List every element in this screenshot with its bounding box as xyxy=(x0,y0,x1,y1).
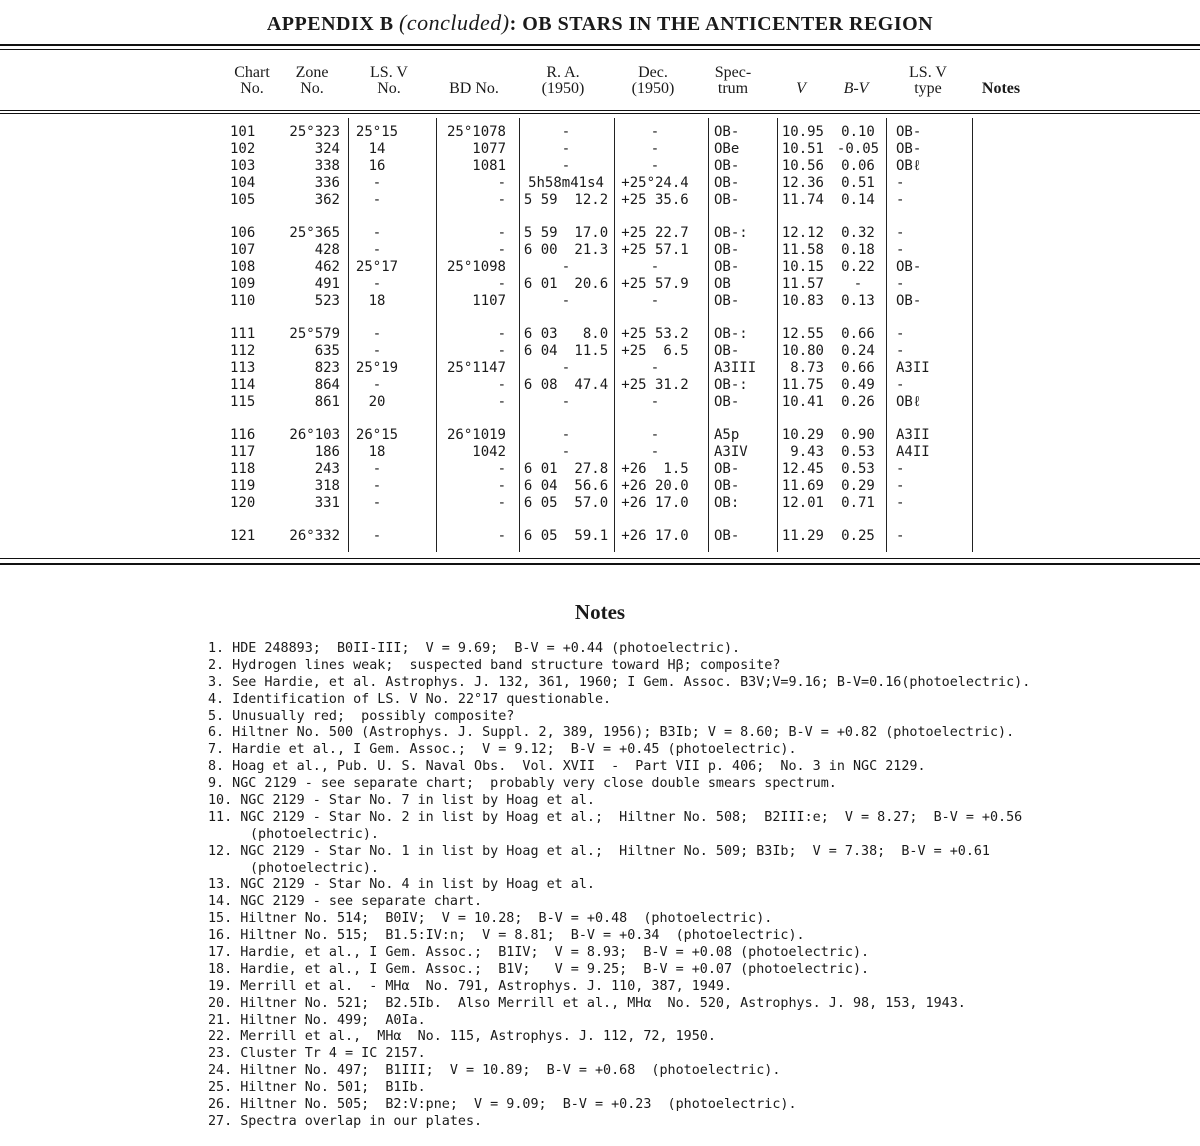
table-row xyxy=(0,242,1200,259)
cell-type: - xyxy=(896,495,905,511)
cell-bv: 0.66 xyxy=(841,360,875,376)
cell-bv: 0.14 xyxy=(841,192,875,208)
cell-v: 12.55 xyxy=(781,326,824,342)
cell-spec: OB- xyxy=(714,528,740,544)
cell-bv: -0.05 xyxy=(836,141,880,157)
page-title xyxy=(0,10,1200,36)
cell-bv: 0.06 xyxy=(841,158,875,174)
cell-zone: 26°103 xyxy=(289,427,340,443)
cell-bv: 0.24 xyxy=(841,343,875,359)
note-item: 23. Cluster Tr 4 = IC 2157. xyxy=(208,1046,426,1062)
cell-zone: 428 xyxy=(314,242,340,258)
cell-v: 11.75 xyxy=(781,377,824,393)
cell-spec: OB- xyxy=(714,394,740,410)
header-rule xyxy=(0,110,1200,111)
table-row xyxy=(0,444,1200,461)
cell-chart: 105 xyxy=(230,192,256,208)
note-item: 22. Merrill et al., MHα No. 115, Astrophys. J. 112, 72, 1950. xyxy=(208,1029,716,1045)
cell-spec: OB- xyxy=(714,461,740,477)
cell-v: 11.29 xyxy=(781,528,824,544)
note-item: 19. Merrill et al. - MHα No. 791, Astrophys. J. 110, 387, 1949. xyxy=(208,978,733,994)
cell-dec: +25°24.4 xyxy=(621,175,689,191)
cell-spec: OB- xyxy=(714,124,740,140)
cell-dec: +26 17.0 xyxy=(621,495,689,511)
cell-type: OB- xyxy=(896,259,922,275)
cell-bv: 0.71 xyxy=(841,495,875,511)
col-header-bd: BD No. xyxy=(449,80,499,97)
cell-spec: OB- xyxy=(714,478,740,494)
cell-chart: 120 xyxy=(230,495,256,511)
note-item: 10. NGC 2129 - Star No. 7 in list by Hoag et al. xyxy=(208,793,595,809)
cell-ra: - xyxy=(561,360,571,376)
cell-dec: +25 6.5 xyxy=(621,343,689,359)
cell-spec: OB-: xyxy=(714,326,748,342)
cell-spec: A3III xyxy=(714,360,757,376)
cell-zone: 318 xyxy=(314,478,340,494)
cell-zone: 338 xyxy=(314,158,340,174)
cell-bd: - xyxy=(497,478,506,494)
cell-lsv: - xyxy=(372,326,382,342)
note-item: 8. Hoag et al., Pub. U. S. Naval Obs. Vol. XVII - Part VII p. 406; No. 3 in NGC 2129. xyxy=(208,759,926,775)
cell-bv: 0.51 xyxy=(841,175,875,191)
bottom-rule-2 xyxy=(0,563,1200,565)
note-item: 12. NGC 2129 - Star No. 1 in list by Hoag et al.; Hiltner No. 509; B3Ib; V = 7.38; B-V = +0.61 xyxy=(208,843,990,859)
cell-lsv: 18 xyxy=(368,444,386,460)
cell-type: - xyxy=(896,377,905,393)
note-item: 1. HDE 248893; B0II-III; V = 9.69; B-V = +0.44 (photoelectric). xyxy=(208,641,741,656)
cell-ra: - xyxy=(561,158,571,174)
table-row xyxy=(0,461,1200,478)
cell-lsv: - xyxy=(372,495,382,511)
cell-type: OB- xyxy=(896,141,922,157)
cell-chart: 109 xyxy=(230,276,256,292)
note-item: 13. NGC 2129 - Star No. 4 in list by Hoag et al. xyxy=(208,877,595,893)
notes-title: Notes xyxy=(574,600,626,624)
cell-chart: 121 xyxy=(230,528,256,544)
cell-chart: 113 xyxy=(230,360,256,376)
cell-chart: 115 xyxy=(230,394,256,410)
cell-spec: OB xyxy=(714,276,731,292)
cell-lsv: 25°17 xyxy=(355,259,399,275)
cell-bd: 1081 xyxy=(472,158,506,174)
bottom-rule xyxy=(0,558,1200,559)
cell-bv: - xyxy=(853,276,863,292)
col-header-spectrum: Spec- trum xyxy=(714,64,752,97)
cell-bv: 0.49 xyxy=(841,377,875,393)
cell-lsv: 14 xyxy=(368,141,386,157)
cell-dec: - xyxy=(650,394,660,410)
cell-lsv: - xyxy=(372,175,382,191)
cell-lsv: - xyxy=(372,377,382,393)
cell-dec: - xyxy=(650,293,660,309)
table-row xyxy=(0,225,1200,242)
table-row xyxy=(0,192,1200,209)
cell-dec: +25 57.1 xyxy=(621,242,689,258)
cell-type: - xyxy=(896,326,905,342)
note-item: 5. Unusually red; possibly composite? xyxy=(208,708,515,724)
cell-chart: 103 xyxy=(230,158,256,174)
cell-type: - xyxy=(896,225,905,241)
cell-type: - xyxy=(896,461,905,477)
cell-lsv: - xyxy=(372,225,382,241)
col-header-chart: Chart No. xyxy=(234,64,270,97)
cell-ra: 6 01 27.8 xyxy=(523,461,609,477)
cell-dec: - xyxy=(650,158,660,174)
cell-bv: 0.22 xyxy=(841,259,875,275)
cell-ra: - xyxy=(561,293,571,309)
cell-dec: - xyxy=(650,427,660,443)
cell-lsv: 18 xyxy=(368,293,386,309)
cell-bd: - xyxy=(497,192,506,208)
cell-bd: - xyxy=(497,461,506,477)
cell-bd: - xyxy=(497,528,506,544)
cell-zone: 523 xyxy=(314,293,340,309)
cell-lsv: - xyxy=(372,528,382,544)
cell-spec: OBe xyxy=(714,141,740,157)
cell-dec: +26 17.0 xyxy=(621,528,689,544)
cell-bv: 0.10 xyxy=(841,124,875,140)
cell-spec: OB-: xyxy=(714,377,748,393)
note-item: 15. Hiltner No. 514; B0IV; V = 10.28; B-V = +0.48 (photoelectric). xyxy=(208,911,773,927)
cell-ra: 6 08 47.4 xyxy=(523,377,609,393)
cell-ra: 6 04 56.6 xyxy=(523,478,609,494)
cell-ra: 5h58m41s4 xyxy=(528,175,604,191)
cell-ra: - xyxy=(561,427,571,443)
table-row xyxy=(0,175,1200,192)
cell-spec: OB- xyxy=(714,343,740,359)
cell-dec: +25 35.6 xyxy=(621,192,689,208)
cell-bd: - xyxy=(497,343,506,359)
cell-lsv: - xyxy=(372,192,382,208)
cell-lsv: - xyxy=(372,242,382,258)
cell-bv: 0.66 xyxy=(841,326,875,342)
note-item: 27. Spectra overlap in our plates. xyxy=(208,1113,483,1129)
cell-lsv: 25°19 xyxy=(355,360,399,376)
note-item: 20. Hiltner No. 521; B2.5Ib. Also Merrill et al., MHα No. 520, Astrophys. J. 98, 153, 1943. xyxy=(208,995,966,1011)
cell-v: 11.69 xyxy=(781,478,824,494)
cell-zone: 336 xyxy=(314,175,340,191)
cell-zone: 25°323 xyxy=(289,124,340,140)
cell-bd: 1077 xyxy=(472,141,506,157)
cell-v: 10.41 xyxy=(781,394,824,410)
note-item: 24. Hiltner No. 497; B1III; V = 10.89; B-V = +0.68 (photoelectric). xyxy=(208,1063,781,1079)
col-header-lsv: LS. V No. xyxy=(370,64,408,97)
table-row xyxy=(0,326,1200,343)
cell-bd: 25°1078 xyxy=(446,124,506,140)
cell-chart: 117 xyxy=(230,444,256,460)
cell-chart: 108 xyxy=(230,259,256,275)
cell-v: 10.56 xyxy=(781,158,824,174)
note-item: 25. Hiltner No. 501; B1Ib. xyxy=(208,1080,426,1096)
col-header-bv: B-V xyxy=(843,80,869,97)
cell-bv: 0.32 xyxy=(841,225,875,241)
table-row xyxy=(0,427,1200,444)
cell-zone: 491 xyxy=(314,276,340,292)
col-header-zone: Zone No. xyxy=(295,64,329,97)
col-header-ra: R. A. (1950) xyxy=(541,64,585,97)
note-item: 16. Hiltner No. 515; B1.5:IV:n; V = 8.81; B-V = +0.34 (photoelectric). xyxy=(208,928,805,944)
cell-spec: OB- xyxy=(714,259,740,275)
cell-chart: 119 xyxy=(230,478,256,494)
cell-ra: 6 05 59.1 xyxy=(523,528,609,544)
cell-lsv: 16 xyxy=(368,158,386,174)
cell-v: 10.15 xyxy=(781,259,824,275)
table-row xyxy=(0,377,1200,394)
cell-bv: 0.13 xyxy=(841,293,875,309)
cell-zone: 26°332 xyxy=(289,528,340,544)
cell-spec: OB- xyxy=(714,158,740,174)
cell-ra: 6 01 20.6 xyxy=(523,276,609,292)
cell-bv: 0.53 xyxy=(841,444,875,460)
cell-type: OBℓ xyxy=(896,394,922,410)
cell-v: 10.95 xyxy=(781,124,824,140)
note-item: (photoelectric). xyxy=(250,826,379,842)
cell-type: - xyxy=(896,175,905,191)
cell-spec: OB- xyxy=(714,175,740,191)
table-row xyxy=(0,259,1200,276)
table-row xyxy=(0,495,1200,512)
table-row xyxy=(0,141,1200,158)
cell-spec: OB- xyxy=(714,192,740,208)
cell-type: A4II xyxy=(896,444,930,460)
notes-list xyxy=(208,641,1198,1131)
cell-zone: 362 xyxy=(314,192,340,208)
note-item: 2. Hydrogen lines weak; suspected band structure toward Hβ; composite? xyxy=(208,657,781,673)
cell-ra: 6 05 57.0 xyxy=(523,495,609,511)
top-rule xyxy=(0,44,1200,46)
cell-lsv: 20 xyxy=(368,394,386,410)
title-suffix: : OB STARS IN THE ANTICENTER REGION xyxy=(509,13,934,35)
cell-ra: - xyxy=(561,444,571,460)
cell-bd: - xyxy=(497,276,506,292)
note-item: 18. Hardie, et al., I Gem. Assoc.; B1V; V = 9.25; B-V = +0.07 (photoelectric). xyxy=(208,961,870,977)
cell-bd: 1107 xyxy=(472,293,506,309)
cell-bv: 0.26 xyxy=(841,394,875,410)
col-header-notes: Notes xyxy=(981,80,1021,97)
cell-chart: 104 xyxy=(230,175,256,191)
cell-v: 11.74 xyxy=(781,192,824,208)
cell-ra: 6 00 21.3 xyxy=(523,242,609,258)
cell-zone: 823 xyxy=(314,360,340,376)
note-item: 3. See Hardie, et al. Astrophys. J. 132, 361, 1960; I Gem. Assoc. B3V;V=9.16; B-V=0.16(photoelectric). xyxy=(208,674,1031,690)
cell-dec: +25 57.9 xyxy=(621,276,689,292)
cell-v: 11.58 xyxy=(781,242,824,258)
cell-chart: 110 xyxy=(230,293,256,309)
cell-v: 10.80 xyxy=(781,343,824,359)
cell-ra: 6 04 11.5 xyxy=(523,343,609,359)
cell-type: OB- xyxy=(896,124,922,140)
cell-zone: 864 xyxy=(314,377,340,393)
header-rule-2 xyxy=(0,113,1200,114)
cell-type: A3II xyxy=(896,427,930,443)
cell-bd: 25°1147 xyxy=(446,360,506,376)
note-item: 14. NGC 2129 - see separate chart. xyxy=(208,894,483,910)
cell-chart: 107 xyxy=(230,242,256,258)
cell-dec: +25 31.2 xyxy=(621,377,689,393)
cell-spec: OB-: xyxy=(714,225,748,241)
cell-dec: +26 20.0 xyxy=(621,478,689,494)
cell-lsv: - xyxy=(372,276,382,292)
cell-dec: - xyxy=(650,444,660,460)
top-rule-2 xyxy=(0,49,1200,50)
cell-dec: - xyxy=(650,124,660,140)
cell-chart: 106 xyxy=(230,225,256,241)
cell-type: - xyxy=(896,242,905,258)
cell-type: OB- xyxy=(896,293,922,309)
cell-dec: - xyxy=(650,141,660,157)
cell-lsv: - xyxy=(372,478,382,494)
cell-ra: - xyxy=(561,394,571,410)
cell-type: A3II xyxy=(896,360,930,376)
cell-v: 12.12 xyxy=(781,225,824,241)
cell-zone: 331 xyxy=(314,495,340,511)
table-row xyxy=(0,293,1200,310)
cell-v: 10.83 xyxy=(781,293,824,309)
cell-zone: 462 xyxy=(314,259,340,275)
cell-zone: 243 xyxy=(314,461,340,477)
note-item: 17. Hardie, et al., I Gem. Assoc.; B1IV; V = 8.93; B-V = +0.08 (photoelectric). xyxy=(208,945,870,961)
cell-spec: OB- xyxy=(714,293,740,309)
cell-v: 11.57 xyxy=(781,276,824,292)
note-item: 26. Hiltner No. 505; B2:V:pne; V = 9.09; B-V = +0.23 (photoelectric). xyxy=(208,1097,797,1113)
cell-v: 9.43 xyxy=(790,444,824,460)
note-item: 9. NGC 2129 - see separate chart; probably very close double smears spectrum. xyxy=(208,776,837,792)
cell-bv: 0.18 xyxy=(841,242,875,258)
cell-type: - xyxy=(896,528,905,544)
cell-bd: - xyxy=(497,242,506,258)
col-header-lstype: LS. V type xyxy=(909,64,947,97)
table-row xyxy=(0,276,1200,293)
table-row xyxy=(0,124,1200,141)
note-item: 7. Hardie et al., I Gem. Assoc.; V = 9.12; B-V = +0.45 (photoelectric). xyxy=(208,742,797,758)
cell-chart: 114 xyxy=(230,377,256,393)
cell-type: - xyxy=(896,276,905,292)
col-header-v: V xyxy=(796,80,806,97)
cell-bd: 1042 xyxy=(472,444,506,460)
cell-spec: OB- xyxy=(714,242,740,258)
title-prefix: APPENDIX B xyxy=(266,13,394,35)
cell-zone: 186 xyxy=(314,444,340,460)
table-row xyxy=(0,394,1200,411)
note-item: 11. NGC 2129 - Star No. 2 in list by Hoag et al.; Hiltner No. 508; B2III:e; V = 8.27; B-V = +0.56 xyxy=(208,809,1023,825)
cell-bd: - xyxy=(497,394,506,410)
cell-bv: 0.29 xyxy=(841,478,875,494)
cell-v: 12.45 xyxy=(781,461,824,477)
cell-chart: 112 xyxy=(230,343,256,359)
cell-lsv: 26°15 xyxy=(355,427,399,443)
cell-ra: 5 59 12.2 xyxy=(523,192,609,208)
cell-zone: 861 xyxy=(314,394,340,410)
cell-chart: 116 xyxy=(230,427,256,443)
cell-bd: - xyxy=(497,175,506,191)
cell-bd: 25°1098 xyxy=(446,259,506,275)
cell-type: - xyxy=(896,343,905,359)
star-table xyxy=(0,124,1200,552)
note-item: 21. Hiltner No. 499; A0Ia. xyxy=(208,1012,426,1028)
note-item: 4. Identification of LS. V No. 22°17 questionable. xyxy=(208,691,612,707)
cell-bd: - xyxy=(497,225,506,241)
cell-dec: - xyxy=(650,360,660,376)
cell-spec: A3IV xyxy=(714,444,748,460)
cell-type: - xyxy=(896,192,905,208)
cell-zone: 324 xyxy=(314,141,340,157)
cell-v: 12.36 xyxy=(781,175,824,191)
note-item: 6. Hiltner No. 500 (Astrophys. J. Suppl. 2, 389, 1956); B3Ib; V = 8.60; B-V = +0.82 (photoelectric). xyxy=(208,725,1015,741)
cell-bv: 0.25 xyxy=(841,528,875,544)
cell-v: 10.51 xyxy=(781,141,824,157)
cell-bv: 0.53 xyxy=(841,461,875,477)
cell-ra: 6 03 8.0 xyxy=(523,326,609,342)
table-row xyxy=(0,528,1200,545)
cell-v: 12.01 xyxy=(781,495,824,511)
cell-chart: 102 xyxy=(230,141,256,157)
cell-lsv: - xyxy=(372,343,382,359)
cell-chart: 101 xyxy=(230,124,256,140)
cell-bd: 26°1019 xyxy=(446,427,506,443)
col-header-dec: Dec. (1950) xyxy=(631,64,675,97)
cell-type: - xyxy=(896,478,905,494)
cell-ra: - xyxy=(561,259,571,275)
cell-ra: - xyxy=(561,124,571,140)
cell-chart: 118 xyxy=(230,461,256,477)
cell-bv: 0.90 xyxy=(841,427,875,443)
cell-lsv: - xyxy=(372,461,382,477)
table-row xyxy=(0,343,1200,360)
cell-zone: 25°365 xyxy=(289,225,340,241)
cell-zone: 635 xyxy=(314,343,340,359)
note-item: (photoelectric). xyxy=(250,860,379,876)
cell-lsv: 25°15 xyxy=(355,124,399,140)
cell-ra: 5 59 17.0 xyxy=(523,225,609,241)
cell-type: OBℓ xyxy=(896,158,922,174)
cell-bd: - xyxy=(497,495,506,511)
cell-bd: - xyxy=(497,377,506,393)
cell-bd: - xyxy=(497,326,506,342)
title-italic: (concluded) xyxy=(399,10,510,35)
cell-dec: +25 53.2 xyxy=(621,326,689,342)
table-row xyxy=(0,478,1200,495)
cell-ra: - xyxy=(561,141,571,157)
cell-dec: +26 1.5 xyxy=(621,461,689,477)
cell-spec: OB: xyxy=(714,495,740,511)
cell-v: 8.73 xyxy=(790,360,824,376)
cell-dec: - xyxy=(650,259,660,275)
cell-spec: A5p xyxy=(714,427,740,443)
table-row xyxy=(0,360,1200,377)
cell-zone: 25°579 xyxy=(289,326,340,342)
cell-chart: 111 xyxy=(230,326,256,342)
table-row xyxy=(0,158,1200,175)
cell-v: 10.29 xyxy=(781,427,824,443)
cell-dec: +25 22.7 xyxy=(621,225,689,241)
